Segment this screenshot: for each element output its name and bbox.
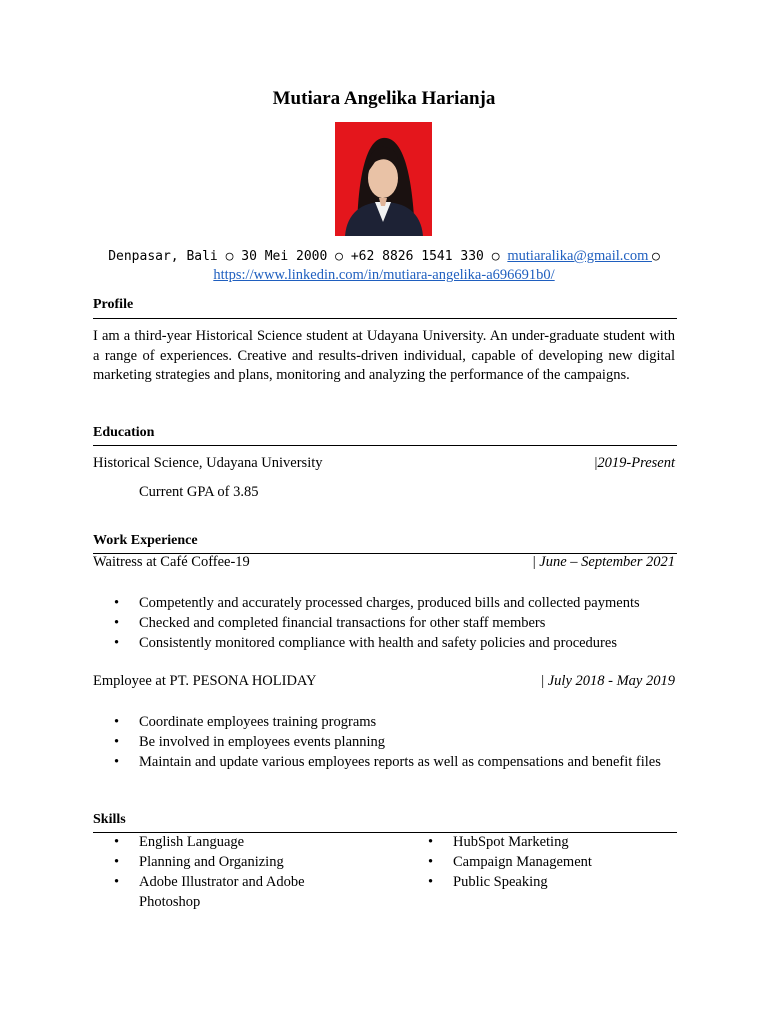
job-title: Waitress at Café Coffee-19 — [93, 554, 250, 570]
education-entry — [93, 455, 675, 472]
job-bullet: • Consistently monitored compliance with health and safety policies and procedures — [114, 633, 675, 653]
job-date-wrap — [533, 554, 675, 571]
profile-heading: Profile — [93, 297, 134, 312]
education-school: Historical Science, Udayana University — [93, 455, 323, 471]
work-heading: Work Experience — [93, 533, 198, 548]
skill-item: • Public Speaking — [428, 872, 668, 892]
contact-separator: ○ — [651, 249, 660, 264]
skill-item: • Planning and Organizing — [114, 852, 314, 872]
education-gpa: Current GPA of 3.85 — [139, 484, 259, 500]
job-pipe: | — [532, 554, 540, 570]
email-link[interactable]: mutiaralika@gmail.com — [507, 248, 652, 264]
linkedin-link[interactable]: https://www.linkedin.com/in/mutiara-angelika-a696691b0/ — [213, 267, 555, 283]
job-date: July 2018 - May 2019 — [547, 673, 675, 689]
education-date: 2019-Present — [597, 455, 675, 471]
skill-item: • Campaign Management — [428, 852, 668, 872]
skills-left-list — [114, 832, 314, 912]
skill-item: • English Language — [114, 832, 314, 852]
job-bullet: • Coordinate employees training programs — [114, 712, 675, 732]
profile-photo — [335, 122, 432, 236]
job-header — [93, 673, 675, 690]
education-heading: Education — [93, 425, 155, 440]
job-title: Employee at PT. PESONA HOLIDAY — [93, 673, 317, 689]
skill-item: • HubSpot Marketing — [428, 832, 668, 852]
job-bullets — [114, 712, 675, 772]
job-bullet: • Be involved in employees events planning — [114, 732, 675, 752]
job-header — [93, 554, 675, 571]
job-bullet: • Checked and completed financial transactions for other staff members — [114, 613, 675, 633]
job-pipe: | — [541, 673, 548, 689]
contact-details: Denpasar, Bali ○ 30 Mei 2000 ○ +62 8826 1541 330 ○ — [108, 249, 508, 264]
education-divider — [93, 445, 677, 446]
education-date-wrap — [595, 455, 676, 472]
profile-text: I am a third-year Historical Science student at Udayana University. An under-graduate student with a range of experiences. Creative and results-driven individual, capable of developing new digital marketing strategies and plans, monitoring and analyzing the performance of the campaigns. — [93, 328, 675, 384]
skill-item: • Adobe Illustrator and Adobe Photoshop — [114, 872, 314, 912]
contact-info — [94, 247, 674, 285]
job-date-wrap — [541, 673, 675, 690]
resume-name: Mutiara Angelika Harianja — [272, 88, 496, 109]
job-date: June – September 2021 — [539, 554, 675, 570]
skills-heading: Skills — [93, 812, 126, 827]
job-bullet: • Competently and accurately processed charges, produced bills and collected payments — [114, 593, 675, 613]
education-pipe: | — [594, 455, 598, 471]
job-bullet: • Maintain and update various employees reports as well as compensations and benefit files — [114, 752, 675, 772]
profile-divider — [93, 318, 677, 319]
job-bullets — [114, 593, 675, 653]
skills-right-list — [428, 832, 668, 892]
